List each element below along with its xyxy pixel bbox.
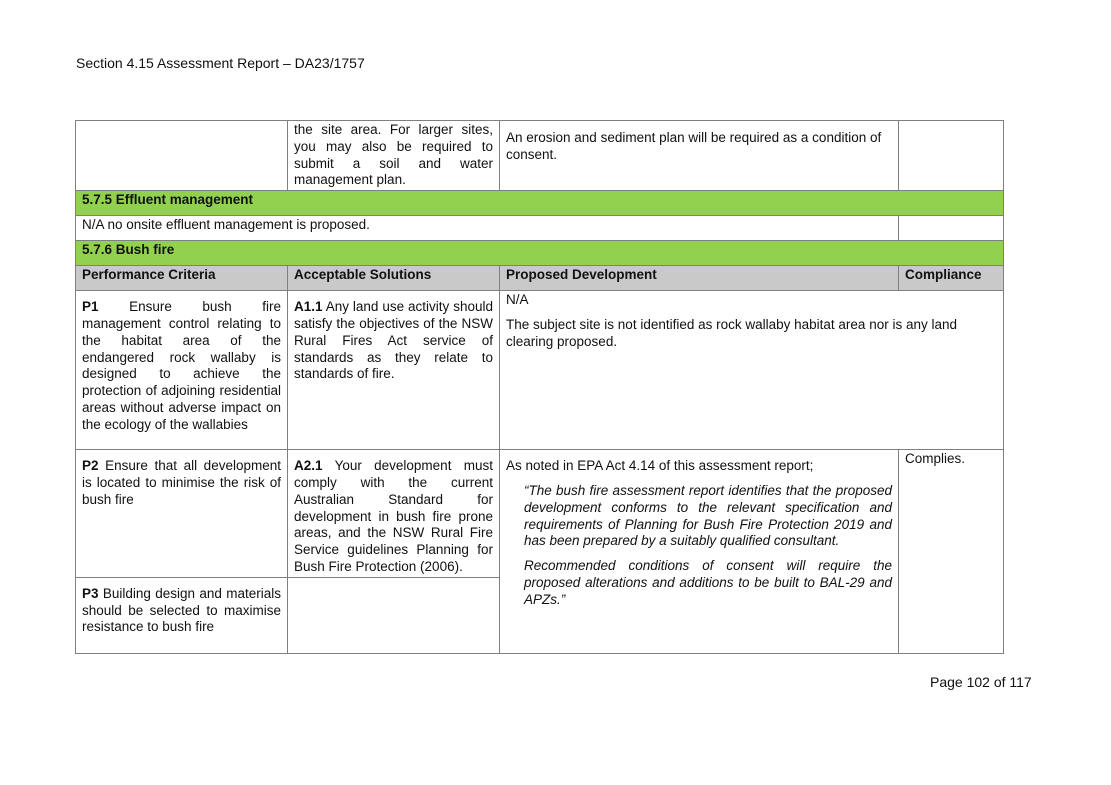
performance-criteria-p2: [76, 450, 288, 578]
proposed-development-cell: [500, 121, 899, 191]
section-heading-bushfire: 5.7.6 Bush fire: [76, 241, 1004, 266]
acceptable-solution-a2: [288, 450, 500, 578]
column-header-proposed: Proposed Development: [500, 266, 899, 291]
performance-criteria-cell: [76, 121, 288, 191]
proposed-na: N/A: [506, 292, 529, 308]
proposed-intro: As noted in EPA Act 4.14 of this assessment report;: [506, 458, 814, 474]
assessment-table: [75, 120, 1004, 654]
proposed-text: The subject site is not identified as rock wallaby habitat area nor is any land clearing proposed.: [506, 316, 957, 349]
criteria-code: P2: [82, 458, 99, 474]
table-row: [76, 291, 1004, 450]
effluent-text: N/A no onsite effluent management is proposed.: [76, 216, 899, 241]
column-header-compliance: Compliance: [899, 266, 1004, 291]
criteria-text: Ensure bush fire management control relating to the habitat area of the endangered rock wallaby is designed to achieve the protection of adjoining residential areas without adverse impact on the ecology of the wallabies: [82, 299, 281, 432]
solution-code: A1.1: [294, 299, 323, 315]
compliance-cell: [899, 121, 1004, 191]
compliance-cell: [899, 216, 1004, 241]
acceptable-solution-cell: [288, 577, 500, 653]
proposed-text: An erosion and sediment plan will be required as a condition of consent.: [506, 130, 882, 162]
criteria-text: Ensure that all development is located to minimise the risk of bush fire: [82, 458, 281, 507]
page-number: Page 102 of 117: [930, 674, 1032, 690]
solution-text: Any land use activity should satisfy the objectives of the NSW Rural Fires Act service of standards as they relate to standards of fire.: [294, 299, 493, 382]
section-heading-row: [76, 191, 1004, 216]
table-row: [76, 121, 1004, 191]
section-heading-effluent: 5.7.5 Effluent management: [76, 191, 1004, 216]
column-header-acceptable: Acceptable Solutions: [288, 266, 500, 291]
proposed-development-p1: [500, 291, 1004, 450]
criteria-code: P3: [82, 585, 99, 601]
performance-criteria-p3: [76, 577, 288, 653]
solution-code: A2.1: [294, 458, 323, 474]
performance-criteria-p1: [76, 291, 288, 450]
solution-text: Your development must comply with the current Australian Standard for development in bush fire prone areas, and the NSW Rural Fire Service guidelines Planning for Bush Fire Protection (2006).: [294, 458, 493, 574]
section-heading-row: [76, 241, 1004, 266]
acceptable-solution-a1: [288, 291, 500, 450]
table-row: [76, 450, 1004, 578]
criteria-code: P1: [82, 299, 99, 315]
column-header-row: [76, 266, 1004, 291]
proposed-development-p2-p3: [500, 450, 899, 654]
criteria-text: Building design and materials should be selected to maximise resistance to bush fire: [82, 585, 281, 635]
quote-paragraph: Recommended conditions of consent will require the proposed alterations and additions to be built to BAL-29 and APZs.”: [524, 558, 892, 607]
compliance-cell: Complies.: [899, 450, 1004, 654]
quote-paragraph: “The bush fire assessment report identifies that the proposed development conforms to the relevant specification and requirements of Planning for Bush Fire Protection 2019 and has been prepared by a suitably qualified consultant.: [524, 482, 892, 549]
page-header: Section 4.15 Assessment Report – DA23/1757: [76, 55, 365, 71]
table-row: [76, 216, 1004, 241]
acceptable-solution-cell: the site area. For larger sites, you may also be required to submit a soil and water management plan.: [288, 121, 500, 191]
column-header-performance: Performance Criteria: [76, 266, 288, 291]
